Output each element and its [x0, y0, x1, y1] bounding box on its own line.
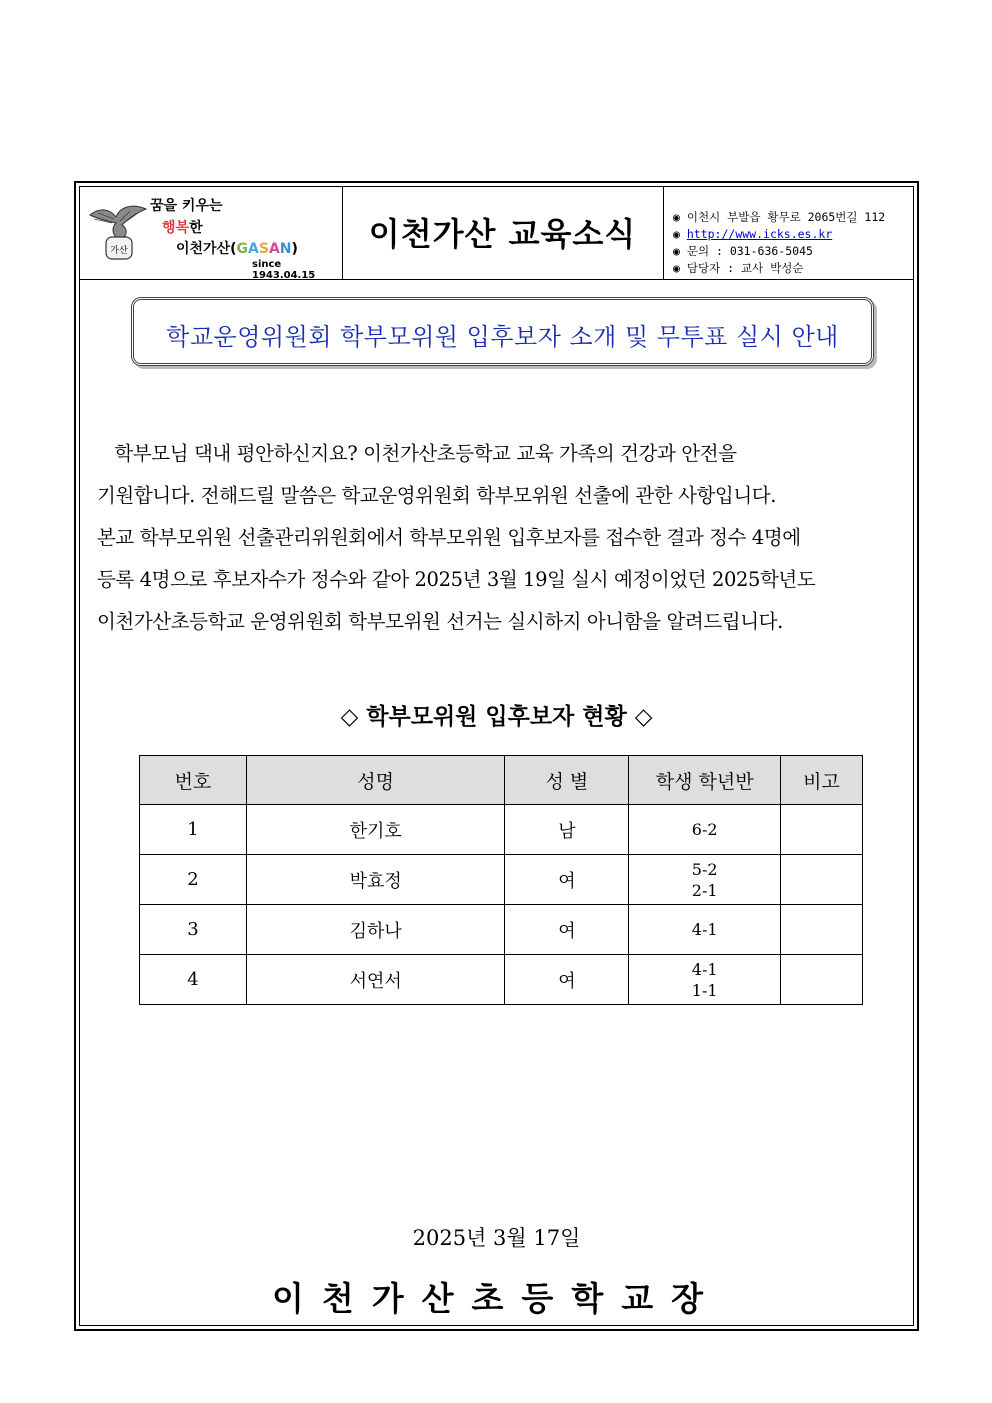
cell-grade [629, 855, 781, 905]
slogan-line-1: 꿈을 키우는 [150, 198, 223, 214]
slogan-line-3 [176, 238, 298, 258]
contact-address: ◉ 이천시 부발읍 황무로 2065번길 112 [673, 210, 886, 224]
body-line: 등록 4명으로 후보자수가 정수와 같아 2025년 3월 19일 실시 예정이었던 2025학년도 [97, 568, 816, 591]
grade-line: 5-2 [691, 859, 718, 879]
cell-gender: 여 [505, 905, 629, 955]
notice-date: 2025년 3월 17일 [412, 1226, 581, 1250]
cell-note [781, 905, 863, 955]
gasan-letter: S [258, 241, 269, 257]
notice-title: 학교운영위원회 학부모위원 입후보자 소개 및 무투표 실시 안내 [166, 323, 839, 351]
cell-number: 4 [140, 955, 247, 1005]
grade-line: 1-1 [691, 980, 718, 1000]
cell-note [781, 955, 863, 1005]
since-date: since 1943.04.15 [252, 259, 316, 281]
gasan-letter: A [268, 241, 280, 257]
newsletter-title: 이천가산 교육소식 [368, 215, 637, 253]
table-row [140, 805, 863, 855]
cell-grade [629, 805, 781, 855]
body-line: 학부모님 댁내 평안하신지요? 이천가산초등학교 교육 가족의 건강과 안전을 [97, 442, 737, 465]
notice-body [97, 433, 912, 643]
slogan-prefix: 이천가산( [176, 241, 237, 257]
col-header-name: 성명 [246, 756, 505, 805]
table-row [140, 955, 863, 1005]
cell-number: 2 [140, 855, 247, 905]
body-line: 이천가산초등학교 운영위원회 학부모위원 선거는 실시하지 아니함을 알려드립니다. [97, 610, 783, 633]
slogan-suffix: ) [291, 241, 298, 257]
cell-number: 1 [140, 805, 247, 855]
newsletter-title-cell [342, 187, 664, 279]
cell-name: 김하나 [246, 905, 505, 955]
cell-gender: 여 [505, 855, 629, 905]
logo-emblem-text: 가산 [110, 246, 128, 256]
candidate-table [139, 755, 863, 1005]
grade-line: 6-2 [691, 820, 718, 839]
principal-signature: 이천가산초등학교장 [272, 1279, 721, 1318]
cell-gender: 남 [505, 805, 629, 855]
col-header-number: 번호 [140, 756, 247, 805]
contact-url-row [673, 226, 885, 243]
body-line: 본교 학부모위원 선출관리위원회에서 학부모위원 입후보자를 접수한 결과 정수 4명에 [97, 526, 801, 549]
gasan-letter: G [236, 241, 248, 257]
grade-line: 2-1 [691, 880, 718, 900]
gasan-letter: A [248, 241, 259, 257]
eagle-logo-icon [86, 197, 150, 263]
slogan-line-2 [162, 217, 203, 237]
grade-line: 4-1 [691, 959, 718, 979]
contact-cell [663, 187, 913, 279]
slogan-line-2-rest: 한 [189, 220, 203, 236]
gasan-letter: N [279, 241, 292, 257]
col-header-grade: 학생 학년반 [629, 756, 781, 805]
col-header-note: 비고 [781, 756, 863, 805]
grade-line: 4-1 [691, 920, 718, 939]
newsletter-header [80, 187, 913, 280]
newsletter-frame [74, 181, 919, 1331]
cell-gender: 여 [505, 955, 629, 1005]
cell-name: 서연서 [246, 955, 505, 1005]
school-website-link[interactable]: http://www.icks.es.kr [686, 227, 833, 241]
cell-name: 한기호 [246, 805, 505, 855]
notice-title-box [131, 297, 874, 366]
table-row [140, 905, 863, 955]
school-slogan-cell [80, 187, 343, 279]
cell-number: 3 [140, 905, 247, 955]
cell-grade [629, 905, 781, 955]
table-header-row [140, 756, 863, 805]
cell-grade [629, 955, 781, 1005]
contact-phone: ◉ 문의 : 031-636-5045 [673, 244, 813, 258]
newsletter-inner-border [79, 186, 914, 1326]
contact-info [673, 209, 885, 277]
slogan-happy: 행복 [162, 220, 190, 236]
cell-note [781, 855, 863, 905]
section-title: ◇ 학부모위원 입후보자 현황 ◇ [340, 703, 653, 730]
contact-person: ◉ 담당자 : 교사 박성순 [673, 261, 804, 275]
col-header-gender: 성 별 [505, 756, 629, 805]
cell-name: 박효정 [246, 855, 505, 905]
contact-url-bullet: ◉ [673, 227, 687, 241]
table-row [140, 855, 863, 905]
body-line: 기원합니다. 전해드릴 말씀은 학교운영위원회 학부모위원 선출에 관한 사항입니다. [97, 484, 777, 507]
cell-note [781, 805, 863, 855]
